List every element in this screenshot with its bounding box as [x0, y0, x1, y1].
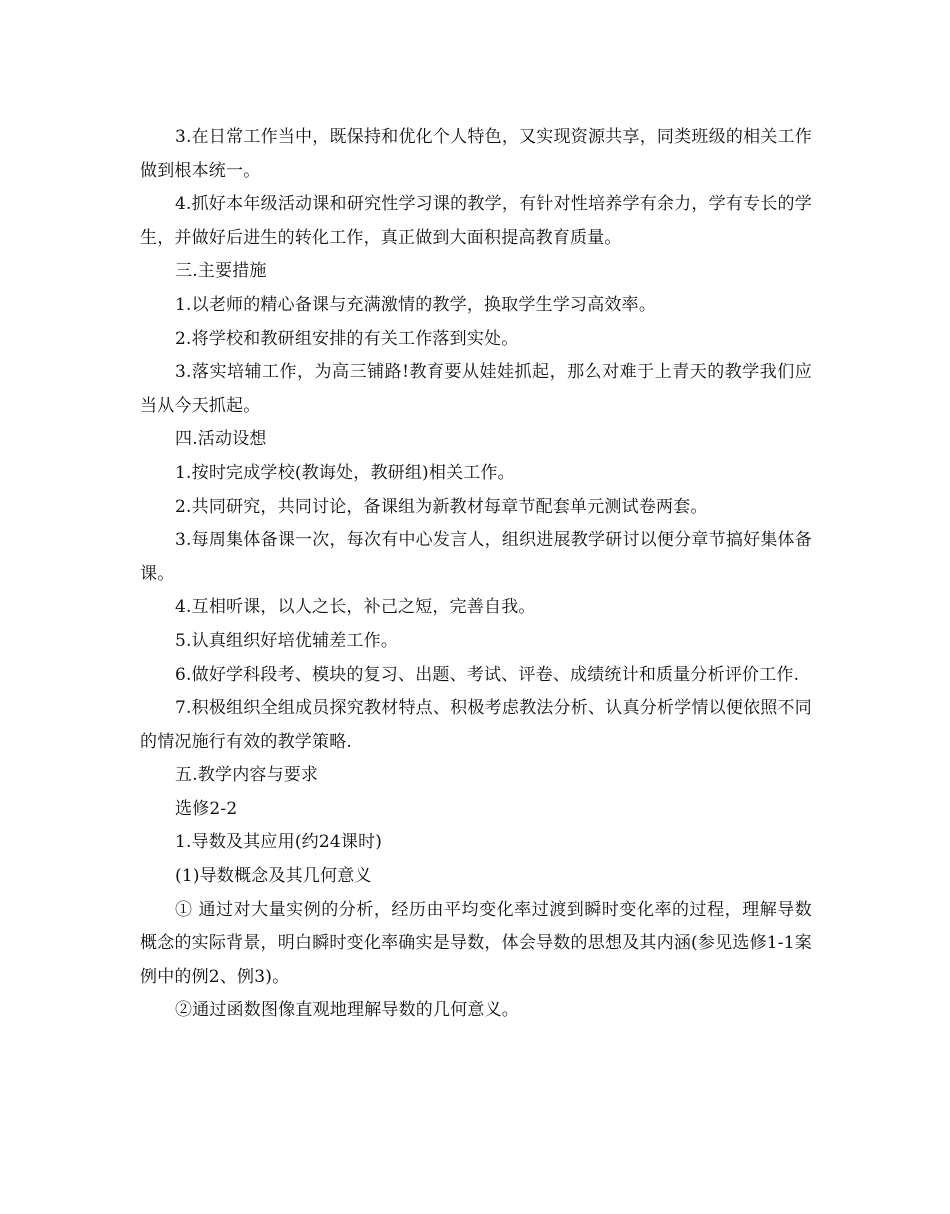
measure-item-3: 3.落实培辅工作，为高三铺路!教育要从娃娃抓起，那么对难于上青天的教学我们应当从今天抓起。 — [140, 362, 812, 416]
section-heading-content: 五.教学内容与要求 — [175, 765, 319, 786]
requirement-item-2: ②通过函数图像直观地理解导数的几何意义。 — [175, 1000, 519, 1021]
course-label: 选修2-2 — [175, 798, 238, 819]
activity-item-5: 5.认真组织好培优辅差工作。 — [175, 630, 399, 651]
measure-item-2: 2.将学校和教研组安排的有关工作落到实处。 — [175, 328, 519, 349]
measure-item-1: 1.以老师的精心备课与充满激情的教学，换取学生学习高效率。 — [175, 294, 657, 315]
paragraph-item-4: 4.抓好本年级活动课和研究性学习课的教学，有针对性培养学有余力，学有专长的学生，并做好后进生的转化工作，真正做到大面积提高教育质量。 — [140, 194, 812, 248]
activity-item-4: 4.互相听课，以人之长，补己之短，完善自我。 — [175, 597, 536, 618]
section-heading-activities: 四.活动设想 — [175, 429, 267, 450]
activity-item-2: 2.共同研究，共同讨论，备课组为新教材每章节配套单元测试卷两套。 — [175, 496, 708, 517]
requirement-item-1: ① 通过对大量实例的分析，经历由平均变化率过渡到瞬时变化率的过程，理解导数概念的实际背景，明白瞬时变化率确实是导数，体会导数的思想及其内涵(参见选修1-1案例中的例2、例3)。 — [140, 899, 812, 987]
topic-heading: 1.导数及其应用(约24课时) — [175, 832, 383, 853]
paragraph-item-3: 3.在日常工作当中，既保持和优化个人特色，又实现资源共享，同类班级的相关工作做到根本统一。 — [140, 127, 812, 181]
activity-item-3: 3.每周集体备课一次，每次有中心发言人，组织进展教学研讨以便分章节搞好集体备课。 — [140, 530, 812, 584]
document-body — [140, 121, 812, 1028]
section-heading-measures: 三.主要措施 — [175, 261, 267, 282]
activity-item-1: 1.按时完成学校(教诲处，教研组)相关工作。 — [175, 462, 515, 483]
subtopic-heading: (1)导数概念及其几何意义 — [175, 866, 372, 887]
activity-item-7: 7.积极组织全组成员探究教材特点、积极考虑教法分析、认真分析学情以便依照不同的情况施行有效的教学策略. — [140, 698, 812, 752]
activity-item-6: 6.做好学科段考、模块的复习、出题、考试、评卷、成绩统计和质量分析评价工作. — [175, 664, 800, 685]
